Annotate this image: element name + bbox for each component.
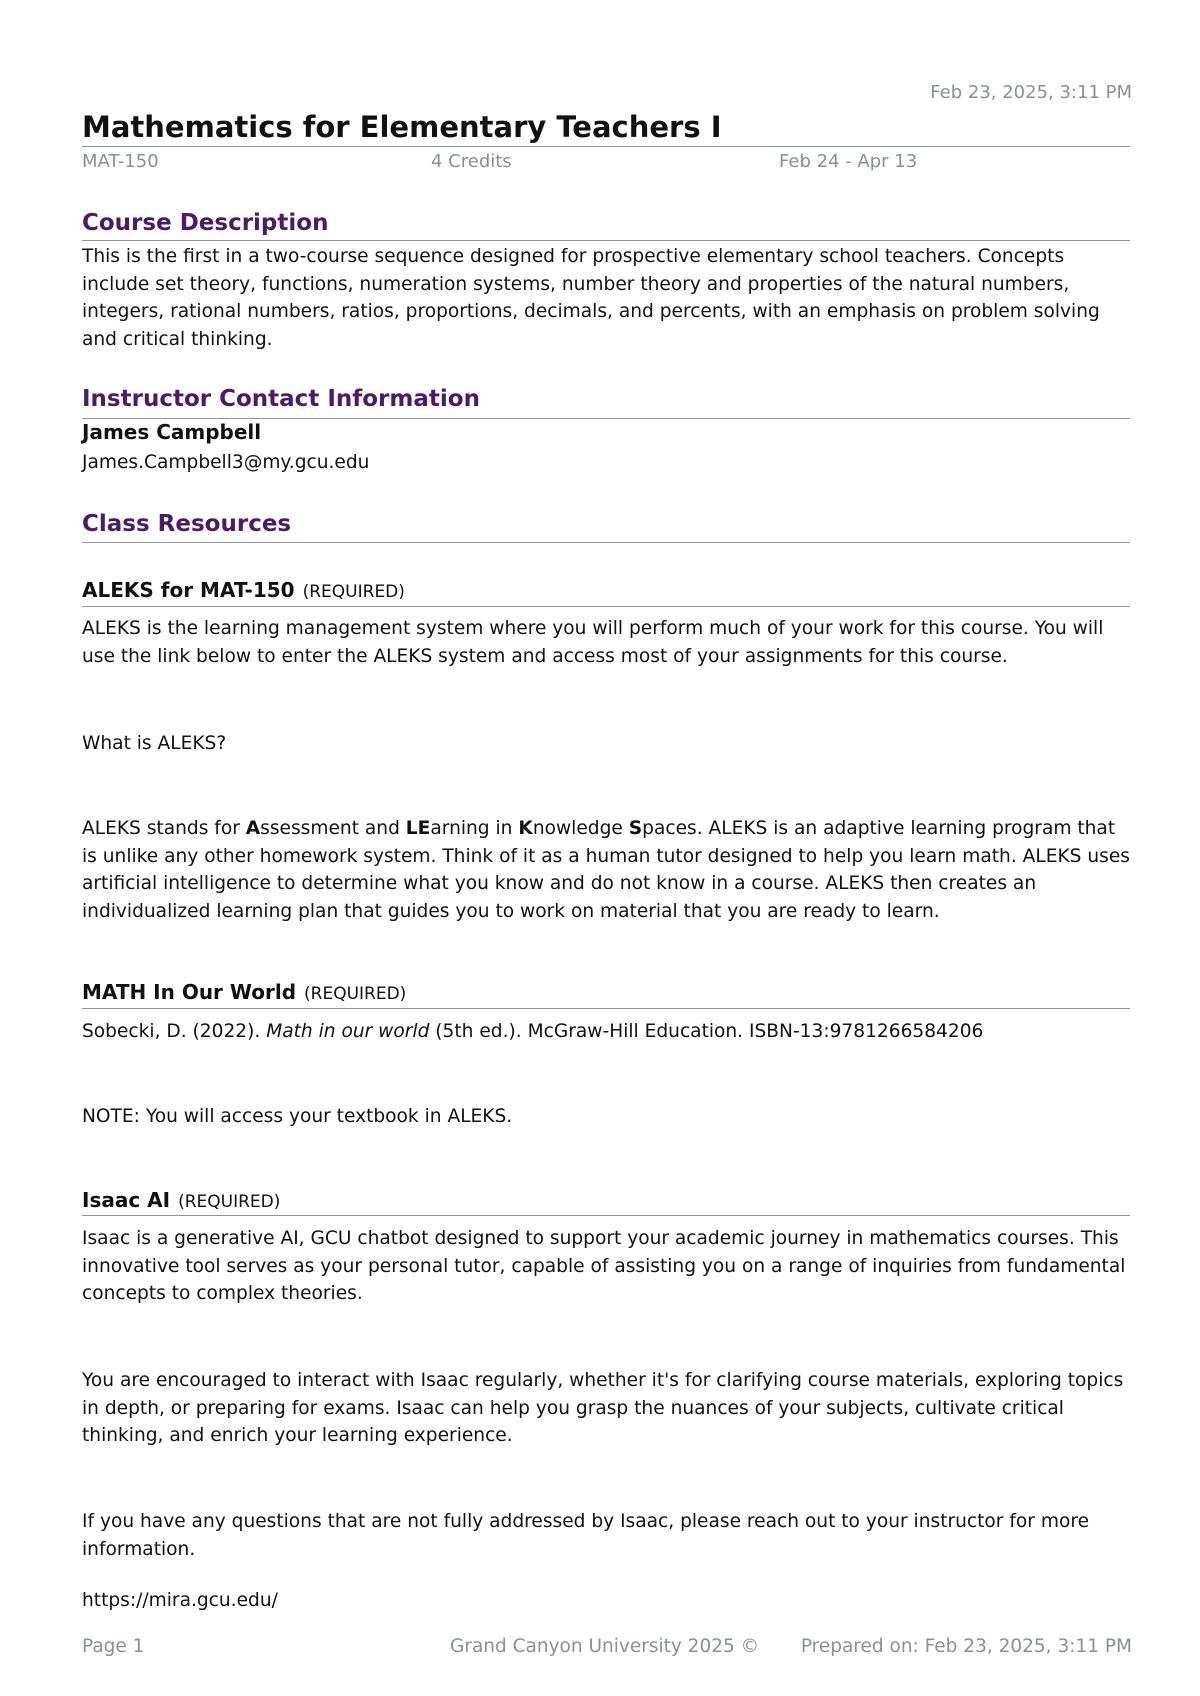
print-timestamp: Feb 23, 2025, 3:11 PM [930,82,1132,103]
isaac-description: Isaac is a generative AI, GCU chatbot designed to support your academic journey in mathematics courses. This innovative tool serves as your personal tutor, capable of assisting you on a range of inquiries from fundamental concepts to complex theories. [82,1228,1126,1304]
title-divider [82,146,1130,147]
isaac-resource-title [82,1188,280,1212]
textbook-resource-title [82,980,406,1004]
aleks-explanation: ALEKS stands for Assessment and LEarning in Knowledge Spaces. ALEKS is an adaptive learning program that is unlike any other homework system. Think of it as a human tutor designed to help you learn math. ALEKS uses artificial intelligence to determine what you know and do not know in a course. ALEKS then creates an individualized learning plan that guides you to work on material that you are ready to learn. [82,818,1130,922]
textbook-title-text: MATH In Our World [82,980,297,1004]
instructor-name: James Campbell [82,420,262,444]
class-resources-heading: Class Resources [82,511,292,537]
course-code: MAT-150 [82,151,159,172]
course-description-heading: Course Description [82,210,329,236]
instructor-heading: Instructor Contact Information [82,386,480,412]
section-divider [82,542,1130,543]
textbook-citation: Sobecki, D. (2022). Math in our world (5th ed.). McGraw-Hill Education. ISBN-13:9781266584206 [82,1021,984,1042]
aleks-question: What is ALEKS? [82,733,227,754]
isaac-title-text: Isaac AI [82,1188,171,1212]
textbook-required-label: (REQUIRED) [304,984,407,1004]
page-title: Mathematics for Elementary Teachers I [82,110,722,144]
aleks-description: ALEKS is the learning management system where you will perform much of your work for this course. You will use the link below to enter the ALEKS system and access most of your assignments for this course. [82,618,1104,667]
resource-divider [82,606,1130,607]
textbook-note: NOTE: You will access your textbook in ALEKS. [82,1106,513,1127]
aleks-resource-title [82,578,405,602]
aleks-required-label: (REQUIRED) [302,582,405,602]
isaac-required-label: (REQUIRED) [178,1192,281,1212]
resource-divider [82,1008,1130,1009]
copyright: Grand Canyon University 2025 © [450,1636,760,1657]
isaac-link[interactable]: https://mira.gcu.edu/ [82,1590,278,1611]
isaac-contact-note: If you have any questions that are not fully addressed by Isaac, please reach out to your instructor for more information. [82,1511,1090,1560]
isaac-encouragement: You are encouraged to interact with Isaac regularly, whether it's for clarifying course materials, exploring topics in depth, or preparing for exams. Isaac can help you grasp the nuances of your subjects, cultivate critical thinking, and enrich your learning experience. [82,1370,1124,1446]
instructor-email[interactable]: James.Campbell3@my.gcu.edu [82,452,370,473]
course-description-text: This is the first in a two-course sequence designed for prospective elementary school teachers. Concepts include set theory, functions, numeration systems, number theory and properties of the natural numbers, integers, rational numbers, ratios, proportions, decimals, and percents, with an emphasis on problem solving and critical thinking. [82,246,1100,350]
prepared-date: Prepared on: Feb 23, 2025, 3:11 PM [800,1636,1132,1657]
section-divider [82,240,1130,241]
course-credits: 4 Credits [431,151,512,172]
page-number: Page 1 [82,1636,145,1657]
section-divider [82,418,1130,419]
course-dates: Feb 24 - Apr 13 [779,151,918,172]
resource-divider [82,1215,1130,1216]
aleks-title-text: ALEKS for MAT-150 [82,578,295,602]
